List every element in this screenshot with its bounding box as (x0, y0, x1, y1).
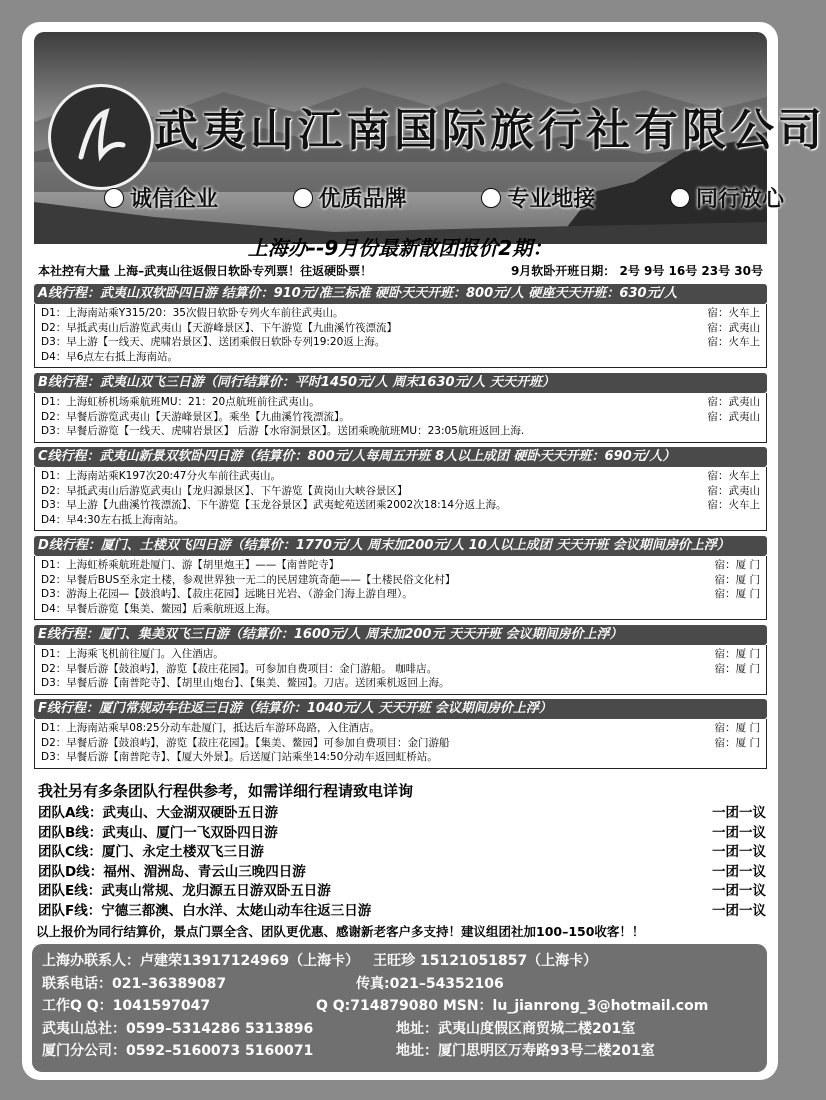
route-title: F线行程：厦门常规动车往返三日游（结算价：1040元/人 天天开班 会议期间房价上浮） (34, 699, 767, 719)
day-row: D1：上海南站乘K197次20:47分火车前往武夷山。 宿：火车上 (41, 470, 760, 482)
pricing-note: 以上报价为同行结算价，景点门票全含、团队更优惠、感谢新老客户多支持！建议组团社加100–150收客！！ (36, 924, 645, 939)
slogan-item: 专业地接 (481, 182, 595, 213)
day-row: D4：早4:30左右抵上海南站。 (41, 513, 185, 526)
route-title: C线行程：武夷山新景双软卧四日游（结算价：800元/人每周五开班 8人以上成团 硬卧天天开班：690元/人） (34, 447, 767, 467)
flyer-sheet (22, 22, 826, 1080)
slogan-item: 优质品牌 (293, 182, 407, 213)
company-name: 武夷山江南国际旅行社有限公司 (154, 105, 826, 156)
bullet-dot-icon (670, 188, 690, 208)
day-row: D3：早餐后游【南普陀寺】、【胡里山炮台】、【集美、鳌园】。刀店。送团乘机返回上海。 (41, 677, 450, 689)
day-row: D2：早餐后游【鼓浪屿】，游览【菽庄花园】。可参加自费项目：金门游船。 咖啡店。 宿：厦 门 (41, 662, 760, 675)
contact-line: 联系电话：021–36389087 传真:021–54352106 (42, 975, 504, 992)
route-days (34, 556, 767, 620)
day-row: D1：上海乘飞机前往厦门。入住酒店。 宿：厦 门 (41, 648, 760, 660)
day-row: D2：早餐后游览武夷山【天游峰景区】。乘坐【九曲溪竹筏漂流】。 宿：武夷山 (41, 410, 760, 423)
day-row: D1：上海虹桥乘航班赴厦门、游【胡里炮王】——【南普陀寺】 宿：厦 门 (41, 559, 760, 571)
day-row: D3：早餐后游览【一线天、虎啸岩景区】 后游【水帘洞景区】。送团乘晚航班MU：23:05航班返回上海. (41, 425, 525, 437)
route-title: B线行程：武夷山双飞三日游（同行结算价：平时1450元/人 周末1630元/人 天天开班） (34, 373, 767, 393)
route-f (34, 699, 767, 769)
sleeper-schedule: 9月软卧开班日期： 2号 9号 16号 23号 30号 (510, 264, 763, 278)
bullet-dot-icon (293, 188, 313, 208)
day-row: D2：早餐后游【鼓浪屿】，游览【菽庄花园】。【集美、鳌园】可参加自费项目：金门游船 宿：厦 门 (41, 736, 760, 749)
route-a (34, 284, 767, 368)
slogan-item: 同行放心 (670, 182, 784, 213)
route-b (34, 373, 767, 443)
team-tour-item: 团队A线：武夷山、大金湖双硬卧五日游 一团一议 (38, 805, 766, 821)
route-title: A线行程：武夷山双软卧四日游 结算价：910元/准三标准 硬卧天天开班：800元/人 硬座天天开班：630元/人 (34, 284, 767, 304)
sleeper-ticket-note: 本社控有大量 上海–武夷山往返假日软卧专列票！往返硬卧票！ (38, 264, 373, 278)
day-row: D1：上海南站乘Y315/20：35次假日软卧专列火车前往武夷山。 宿：火车上 (41, 307, 760, 319)
route-days (34, 304, 767, 368)
route-days (34, 719, 767, 769)
day-row: D3：早餐后游【南普陀寺】、【厦大外景】。后送厦门站乘坐14:50分动车返回虹桥站。 (41, 751, 438, 763)
company-logo (48, 84, 154, 190)
day-row: D1：上海虹桥机场乘航班MU：21：20点航班前往武夷山。 宿：武夷山 (41, 396, 760, 408)
route-days (34, 467, 767, 531)
team-tour-item: 团队F线：宁德三都澳、白水洋、太姥山动车往返三日游 一团一议 (38, 902, 766, 919)
slogan-row (104, 182, 784, 213)
contact-line: 工作Q Q：1041597047 Q Q:714879080 MSN：lu_jianrong_3@hotmail.com (42, 998, 709, 1014)
contact-line: 厦门分公司：0592–5160073 5160071 地址：厦门思明区万寿路93号二楼201室 (42, 1043, 655, 1059)
slogan-item: 诚信企业 (104, 182, 218, 213)
day-row: D3：早上游【一线天、虎啸岩景区】、送团乘假日软卧专列19:20返上海。 宿：火车上 (41, 336, 760, 348)
team-tour-item: 团队D线：福州、湄洲岛、青云山三晚四日游 一团一议 (38, 863, 766, 880)
route-days (34, 393, 767, 443)
day-row: D2：早抵武夷山后游览武夷山【天游峰景区】、下午游览【九曲溪竹筏漂流】 宿：武夷山 (41, 321, 760, 334)
route-days (34, 645, 767, 695)
day-row: D3：早上游【九曲溪竹筏漂流】、下午游览【玉龙谷景区】武夷蛇苑送团乘2002次18:14分返上海。 宿：火车上 (41, 499, 760, 511)
day-row: D2：早餐后BUS至永定土楼，参观世界独一无二的民居建筑奇葩——【土楼民俗文化村】 宿：厦 门 (41, 573, 760, 586)
page-title: 上海办--9月份最新散团报价2期： (247, 236, 553, 260)
day-row: D3：游海上花园—【鼓浪屿】、【菽庄花园】远眺日光岩、（游金门海上游自理）。 宿：厦 门 (41, 588, 760, 600)
team-tours-list (38, 804, 766, 921)
logo-brush-mark (51, 87, 151, 187)
route-e (34, 625, 767, 695)
contact-box (32, 944, 767, 1072)
sleeper-notice (38, 262, 763, 279)
banner (34, 32, 826, 244)
team-tour-item: 团队B线：武夷山、厦门一飞双卧四日游 一团一议 (38, 824, 766, 841)
team-tours-heading: 我社另有多条团队行程供参考，如需详细行程请致电详询 (38, 782, 414, 800)
route-title: D线行程：厦门、土楼双飞四日游（结算价：1770元/人 周末加200元/人 10人以上成团 天天开班 会议期间房价上浮） (34, 536, 767, 556)
day-row: D1：上海南站乘早08:25分动车赴厦门，抵达后车游环岛路，入住酒店。 宿：厦 门 (41, 722, 760, 734)
contact-line: 武夷山总社：0599–5314286 5313896 地址：武夷山度假区商贸城二楼201室 (42, 1020, 636, 1037)
route-c (34, 447, 767, 531)
team-tour-item: 团队C线：厦门、永定土楼双飞三日游 一团一议 (38, 844, 766, 860)
bullet-dot-icon (104, 188, 124, 208)
bullet-dot-icon (481, 188, 501, 208)
day-row: D4：早6点左右抵上海南站。 (41, 350, 178, 363)
day-row: D2：早抵武夷山后游览武夷山【龙归源景区】、下午游览【黄岗山大峡谷景区】 宿：武夷山 (41, 484, 760, 497)
day-row: D4：早餐后游览【集美、鳌园】后乘航班返上海。 (41, 602, 277, 615)
team-tour-item: 团队E线：武夷山常规、龙归源五日游双卧五日游 一团一议 (38, 883, 766, 899)
contact-line: 上海办联系人：卢建荣13917124969（上海卡） 王旺珍 15121051857（上海卡） (42, 953, 598, 969)
route-title: E线行程：厦门、集美双飞三日游（结算价：1600元/人 周末加200元 天天开班 会议期间房价上浮） (34, 625, 767, 645)
route-d (34, 536, 767, 620)
